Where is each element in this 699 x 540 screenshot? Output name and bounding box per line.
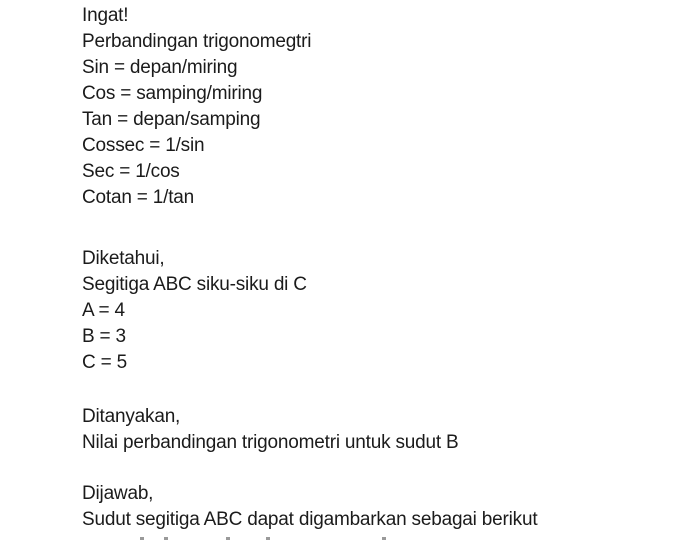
text-line: Cos = samping/miring: [82, 83, 263, 104]
section-ditanyakan: [82, 404, 689, 456]
text-line: Cossec = 1/sin: [82, 135, 205, 156]
text-line: Sec = 1/cos: [82, 161, 180, 182]
section-diketahui: [82, 246, 689, 376]
section-ingat: [82, 3, 689, 211]
text-line: C = 5: [82, 352, 127, 373]
text-line: Nilai perbandingan trigonometri untuk sudut B: [82, 432, 459, 453]
text-line: Cotan = 1/tan: [82, 187, 195, 208]
text-line: Sin = depan/miring: [82, 57, 238, 78]
text-line: Ingat!: [82, 5, 129, 26]
text-line: Sudut segitiga ABC dapat digambarkan sebagai berikut: [82, 509, 538, 530]
text-line: Dijawab,: [82, 483, 154, 504]
text-line: B = 3: [82, 326, 126, 347]
document-text: [82, 3, 689, 533]
text-line: Perbandingan trigonomegtri: [82, 31, 312, 52]
text-line: Segitiga ABC siku-siku di C: [82, 274, 307, 295]
text-line: A = 4: [82, 300, 125, 321]
section-dijawab: [82, 481, 689, 533]
text-line: Diketahui,: [82, 248, 165, 269]
text-line: Tan = depan/samping: [82, 109, 261, 130]
text-line: Ditanyakan,: [82, 406, 181, 427]
